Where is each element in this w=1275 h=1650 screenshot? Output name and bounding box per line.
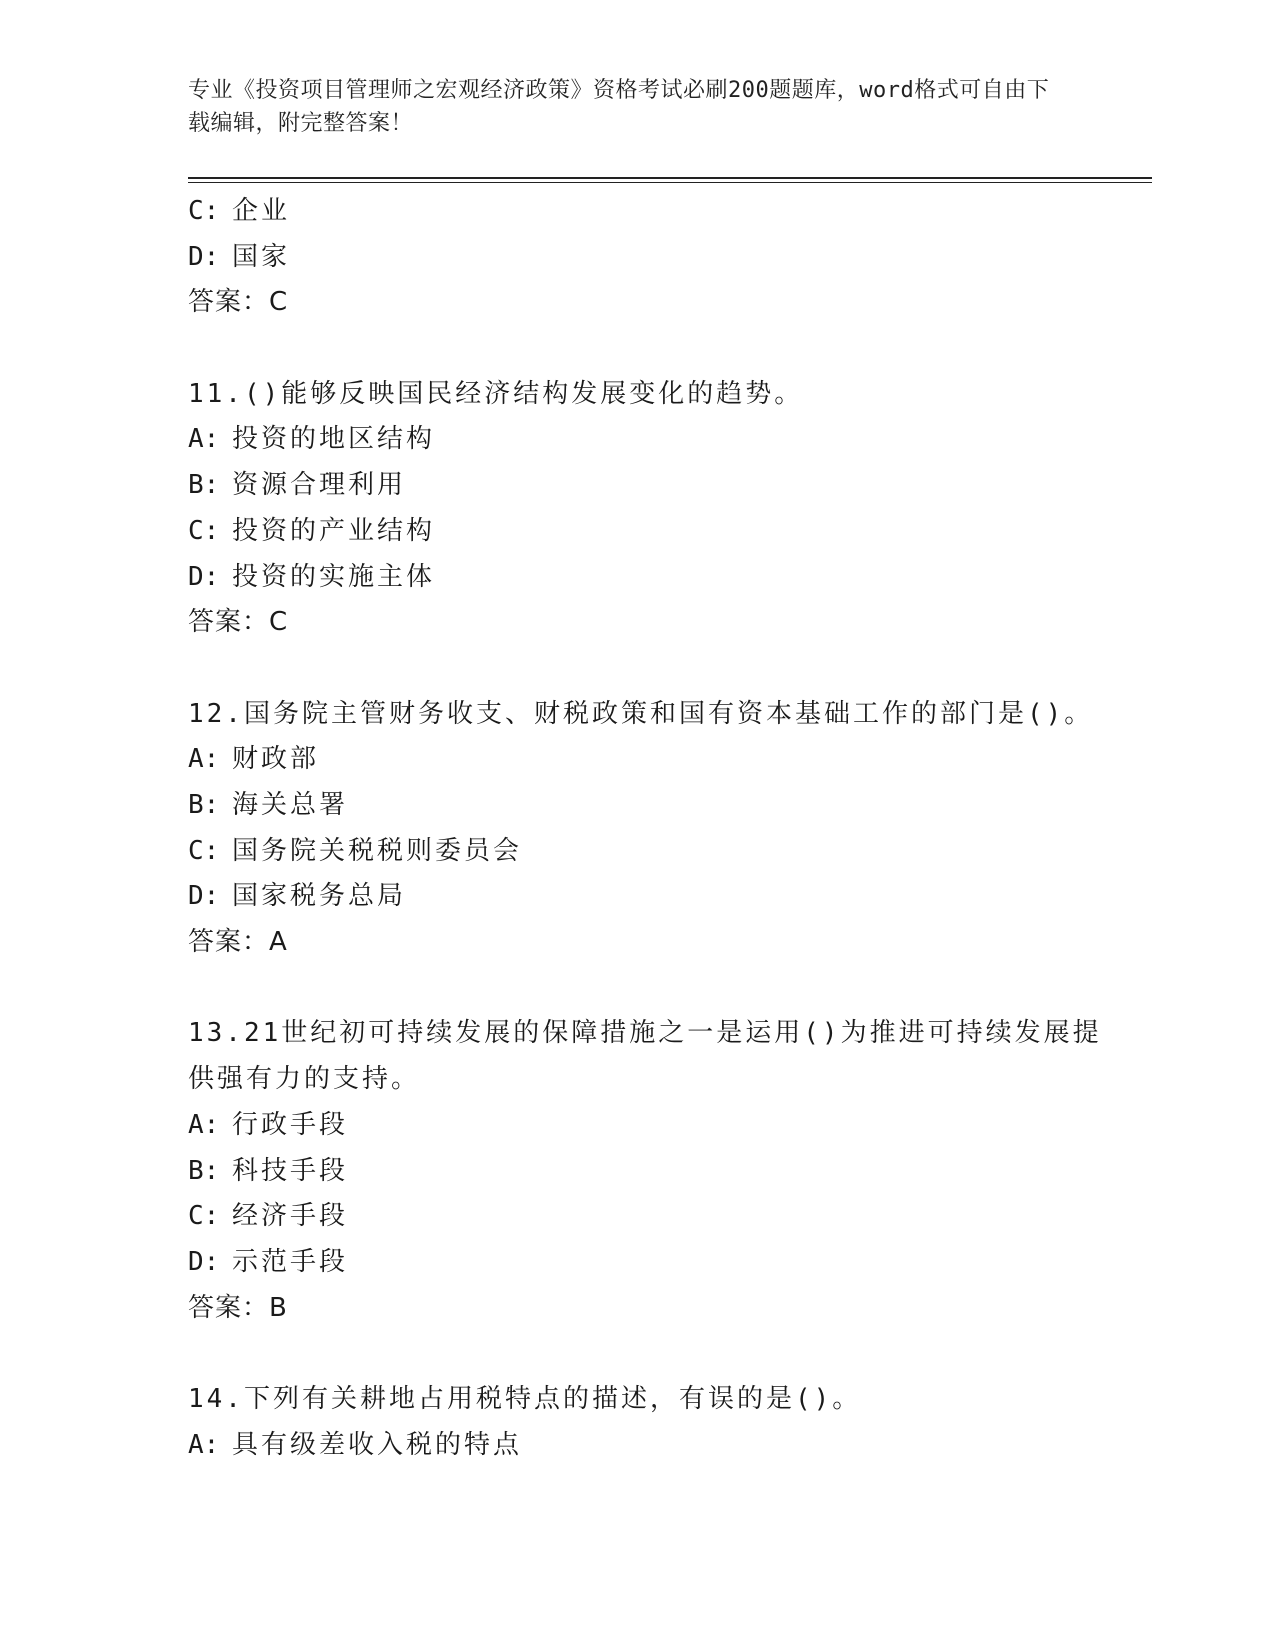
question-stem: 11.()能够反映国民经济结构发展变化的趋势。 — [188, 378, 804, 409]
option-line: A: 投资的地区结构 — [188, 424, 436, 455]
answer-line: 答案：A — [188, 927, 288, 958]
option-line: A: 具有级差收入税的特点 — [188, 1429, 523, 1460]
question-stem: 14.下列有关耕地占用税特点的描述，有误的是()。 — [188, 1383, 862, 1414]
header-divider — [188, 177, 1152, 179]
document-header: 专业《投资项目管理师之宏观经济政策》资格考试必刷200题题库，word格式可自由下载编辑，附完整答案！ — [188, 78, 1050, 136]
answer-line: 答案：B — [188, 1292, 288, 1323]
header-divider-thin — [188, 182, 1152, 183]
option-line: D: 示范手段 — [188, 1246, 349, 1277]
question-block-continued — [188, 189, 1108, 372]
option-line: A: 财政部 — [188, 744, 320, 775]
answer-line: 答案：C — [188, 607, 289, 638]
question-block-14 — [188, 1377, 1108, 1468]
option-line: D: 国家税务总局 — [188, 881, 407, 912]
question-stem: 12.国务院主管财务收支、财税政策和国有资本基础工作的部门是()。 — [188, 698, 1094, 729]
answer-line: 答案：C — [188, 287, 289, 318]
option-line: C: 国务院关税税则委员会 — [188, 835, 523, 866]
option-line: B: 海关总署 — [188, 789, 349, 820]
option-line: D: 投资的实施主体 — [188, 561, 436, 592]
question-stem: 13.21世纪初可持续发展的保障措施之一是运用()为推进可持续发展提供强有力的支持。 — [188, 1018, 1102, 1095]
question-block-12 — [188, 692, 1108, 1012]
question-content — [188, 189, 1108, 1468]
option-line: B: 科技手段 — [188, 1155, 349, 1186]
question-block-11 — [188, 372, 1108, 692]
option-line: C: 投资的产业结构 — [188, 515, 436, 546]
option-line: C: 经济手段 — [188, 1201, 349, 1232]
question-block-13 — [188, 1011, 1108, 1377]
option-line: C: 企业 — [188, 196, 291, 226]
option-line: A: 行政手段 — [188, 1109, 349, 1140]
option-line: B: 资源合理利用 — [188, 470, 407, 501]
option-line: D: 国家 — [188, 241, 291, 272]
